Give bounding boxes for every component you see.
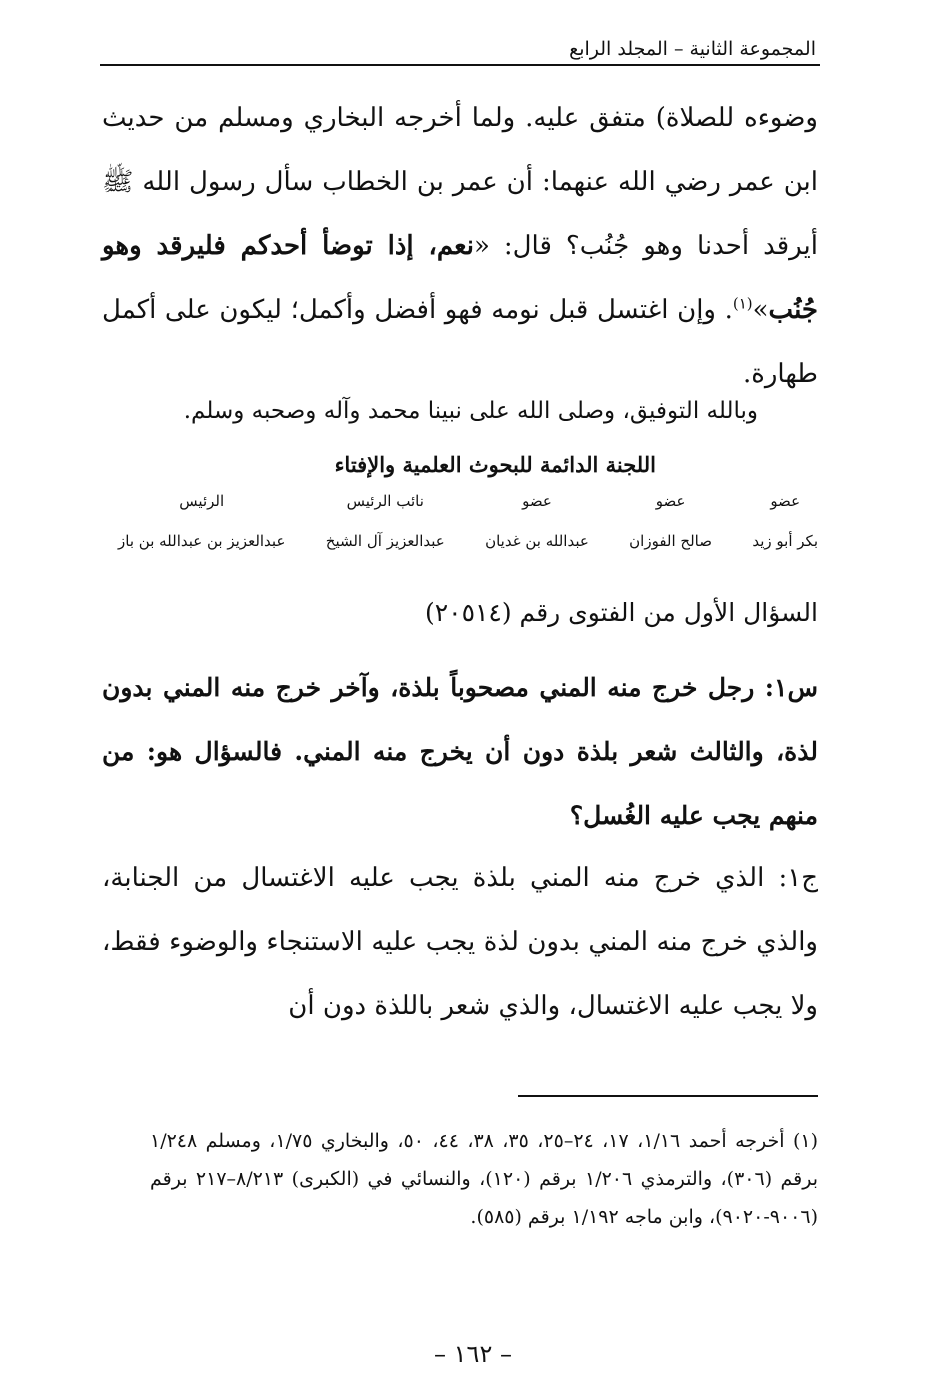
signatory <box>485 492 589 550</box>
signatory <box>629 492 712 550</box>
running-header: المجموعة الثانية – المجلد الرابع <box>569 38 816 60</box>
footnote-rule <box>518 1095 818 1097</box>
body-text-plain: . وإن اغتسل قبل نومه فهو أفضل وأكمل؛ ليكون على أكمل طهارة. <box>102 295 818 389</box>
signatory-name: عبدالعزيز آل الشيخ <box>325 532 445 550</box>
footnote-reference[interactable]: (١) <box>732 294 753 313</box>
signatory-role: الرئيس <box>179 492 225 510</box>
signatory <box>118 492 285 550</box>
signatory-role: نائب الرئيس <box>346 492 424 510</box>
signatory-name: عبدالله بن غديان <box>485 532 589 550</box>
signatory-role: عضو <box>770 492 801 510</box>
signatory <box>752 492 818 550</box>
quote-close: » <box>752 295 769 325</box>
header-rule <box>100 64 820 66</box>
signatory-name: صالح الفوزان <box>629 532 712 550</box>
signatory-role: عضو <box>655 492 686 510</box>
footnote: (١) أخرجه أحمد ١/١٦، ١٧، ٢٤–٢٥، ٣٥، ٣٨، ٤٤، ٥٠، والبخاري ١/٧٥، ومسلم ١/٢٤٨ برقم (٣٠٦)، والترمذي ١/٢٠٦ برقم (١٢٠)، والنسائي في (الكبرى) ٨/٢١٣–٢١٧ برقم (٩٠٠٦-٩٠٢٠)، وابن ماجه ١/١٩٢ برقم (٥٨٥). <box>150 1130 818 1228</box>
closing-line: وبالله التوفيق، وصلى الله على نبينا محمد وآله وصحبه وسلم. <box>183 398 758 424</box>
question-text: س١: رجل خرج منه المني مصحوباً بلذة، وآخر خرج منه المني بدون لذة، والثالث شعر بلذة دون أن يخرج منه المني. فالسؤال هو: من منهم يجب عليه الغُسل؟ <box>102 673 818 830</box>
committee-name: اللجنة الدائمة للبحوث العلمية والإفتاء <box>334 452 656 477</box>
signatory-role: عضو <box>522 492 552 510</box>
answer-text: ج١: الذي خرج منه المني بلذة يجب عليه الاغتسال من الجنابة، والذي خرج منه المني بدون لذة يجب عليه الاستنجاء والوضوء فقط، ولا يجب عليه الاغتسال، والذي شعر باللذة دون أن <box>102 863 818 1021</box>
signatory-name: عبدالعزيز بن عبدالله بن باز <box>118 532 286 550</box>
hadith-quote: نعم، إذا توضأ أحدكم فليرقد وهو جُنُب <box>102 231 818 325</box>
question-heading: السؤال الأول من الفتوى رقم (٢٠٥١٤) <box>424 598 818 627</box>
signatory <box>326 492 445 550</box>
signatories <box>118 492 818 550</box>
signatory-name: بكر أبو زيد <box>752 532 818 550</box>
body-paragraph <box>102 86 818 406</box>
page-number: – ١٦٢ – <box>434 1340 512 1368</box>
body-text-plain: وضوءه للصلاة) متفق عليه. ولما أخرجه البخاري ومسلم من حديث ابن عمر رضي الله عنهما: أن عمر بن الخطاب سأل رسول الله ﷺ أيرقد أحدنا وهو جُنُب؟ قال: « <box>102 103 818 261</box>
